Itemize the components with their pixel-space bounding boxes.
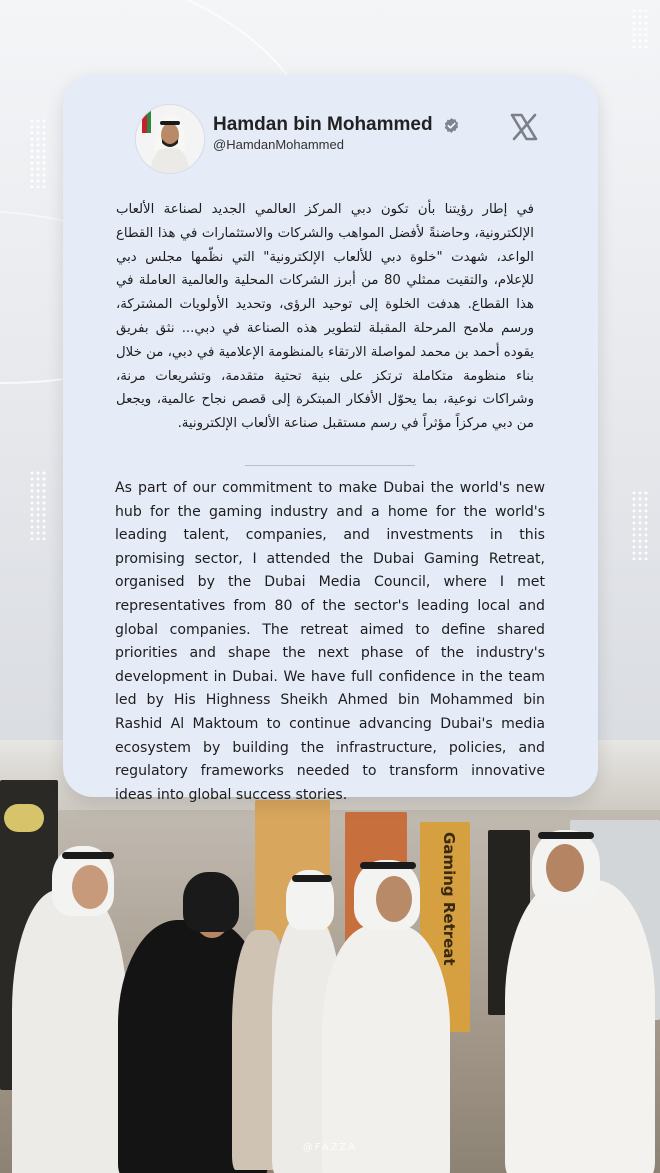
- post-text-arabic: في إطار رؤيتنا بأن تكون دبي المركز العالمي الجديد لصناعة الألعاب الإلكترونية، وحاضنةً لأفضل المواهب والشركات والاستثمارات في هذا القطاع الواعد، شهدت "خلوة دبي للألعاب الإلكترونية" التي نظّمها مجلس دبي للإعلام، والتقيت ممثلي 80 من أبرز الشركات المحلية والعالمية العاملة في هذا القطاع. هدفت الخلوة إلى توحيد الرؤى، وتحديد الأولويات المشتركة، ورسم ملامح المرحلة المقبلة لتطوير هذه الصناعة في دبي... نثق بفريق يقوده أحمد بن محمد لمواصلة الارتقاء بالمنظومة الإعلامية في دبي، من خلال بناء منظومة متكاملة ترتكز على بنية تحتية متقدمة، وتشريعات مرنة، وشراكات نوعية، بما يحوّل الأفكار المبتكرة إلى قصص نجاح عالمية، ويجعل من دبي مركزاً مؤثراً في رسم مستقبل صناعة الألعاب الإلكترونية.: [116, 202, 534, 432]
- person-agal: [360, 862, 416, 869]
- person-face: [376, 876, 412, 922]
- dot-pattern: [631, 8, 649, 48]
- person-agal: [538, 832, 594, 839]
- watermark: @FAZZA: [302, 1142, 358, 1153]
- person-face: [72, 865, 108, 909]
- author-handle[interactable]: @HamdanMohammed: [213, 137, 344, 152]
- post-card: [63, 75, 598, 803]
- person-agal: [62, 852, 114, 859]
- person: [322, 925, 450, 1173]
- person: [505, 880, 655, 1173]
- person-headwear: [183, 872, 239, 932]
- divider: [245, 465, 415, 466]
- dot-pattern: [29, 470, 47, 540]
- person-face: [546, 844, 584, 892]
- x-logo-icon[interactable]: [509, 112, 539, 142]
- avatar[interactable]: [135, 104, 205, 174]
- author-name[interactable]: Hamdan bin Mohammed: [213, 114, 433, 135]
- post-text-english: As part of our commitment to make Dubai the world's new hub for the gaming industry and a home for the world's leading talent, companies, and investments in this promising sector, I attended the Dubai Gaming Retreat, organised by the Dubai Media Council, where I met representatives from 80 of the sector's leading local and global companies. The retreat aimed to define shared priorities and shape the next phase of the industry's development in Dubai. We have full confidence in the team led by His Highness Sheikh Ahmed bin Mohammed bin Rashid Al Maktoum to continue advancing Dubai's media ecosystem by building the infrastructure, policies, and regulatory frameworks needed to transform innovative ideas into global success stories.: [115, 480, 545, 803]
- controller-graphic: [4, 804, 44, 832]
- banner-text: Gaming Retreat: [440, 832, 458, 966]
- verified-badge-icon: [443, 117, 460, 134]
- dot-pattern: [29, 118, 47, 188]
- dot-pattern: [631, 490, 649, 560]
- person-agal: [292, 875, 332, 882]
- person: [12, 890, 127, 1173]
- avatar-image: [136, 105, 204, 173]
